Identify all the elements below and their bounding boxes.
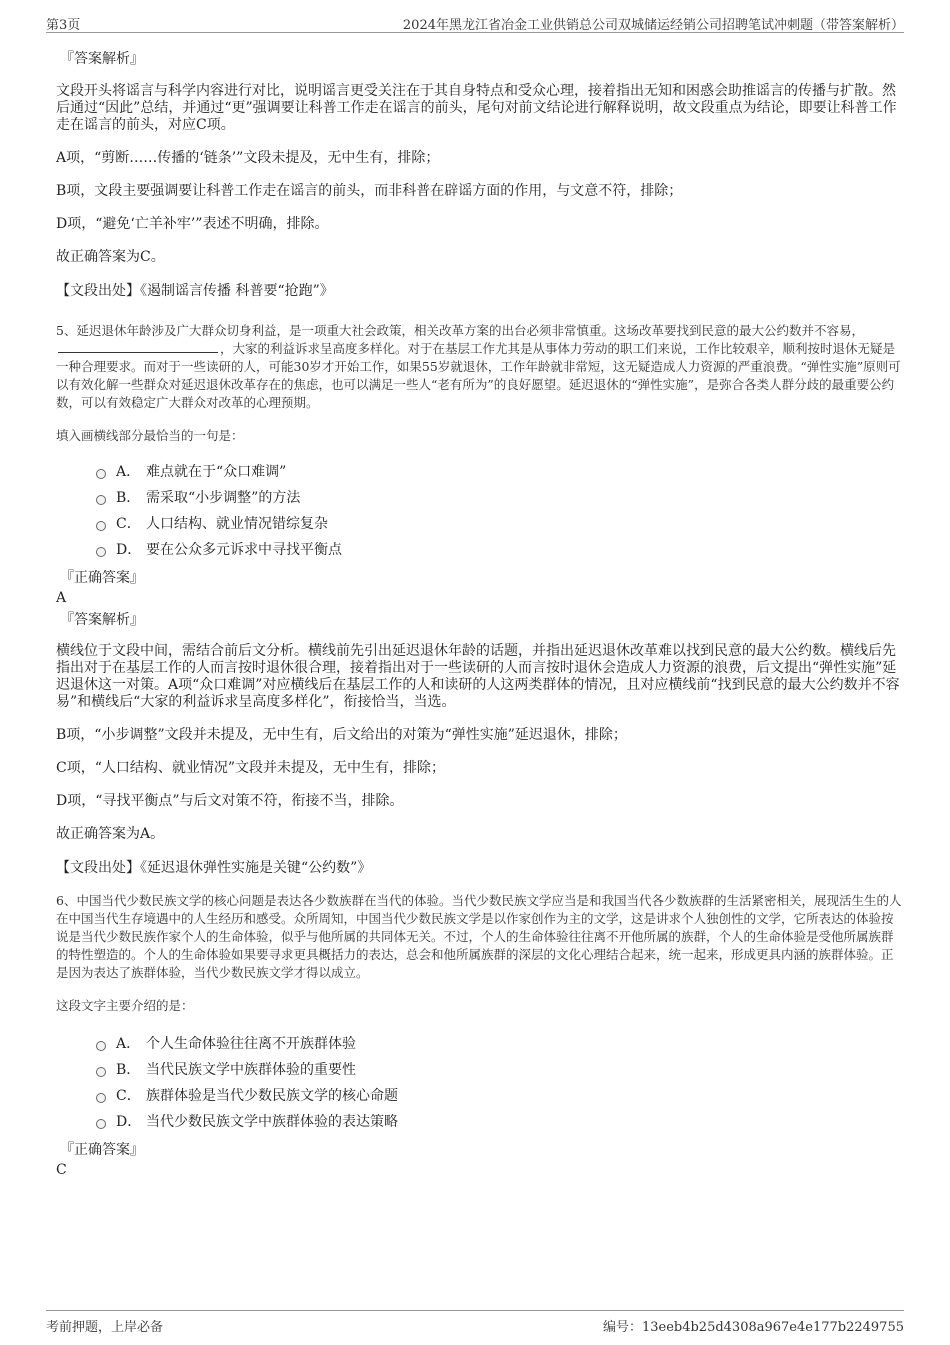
radio-icon[interactable] [96, 1041, 106, 1051]
page-footer [46, 1310, 904, 1337]
analysis-label: 『答案解析』 [60, 51, 144, 67]
analysis-option-d: D项，“避免‘亡羊补牢’”表述不明确，排除。 [56, 216, 329, 232]
document-title: 2024年黑龙江省冶金工业供销总公司双城储运经销公司招聘笔试冲刺题（带答案解析） [402, 18, 904, 33]
analysis-option-b: B项，“小步调整”文段并未提及，无中生有，后文给出的对策为“弹性实施”延迟退休，排除； [56, 727, 627, 743]
option-list [96, 1031, 904, 1135]
radio-icon[interactable] [96, 495, 106, 505]
analysis-label: 『答案解析』 [60, 612, 144, 628]
option-c[interactable]: C． 人口结构、就业情况错综复杂 [96, 511, 904, 537]
correct-answer: A [56, 590, 67, 606]
option-b[interactable]: B． 需采取“小步调整”的方法 [96, 485, 904, 511]
footer-slogan: 考前押题，上岸必备 [46, 1320, 164, 1335]
analysis-paragraph: 文段开头将谣言与科学内容进行对比，说明谣言更受关注在于其自身特点和受众心理，接着指出无知和困惑会助推谣言的传播与扩散。然后通过“因此”总结，并通过“更”强调要让科普工作走在谣言的前头，尾句对前文结论进行解释说明，故文段重点为结论，即要让科普工作走在谣言的前头，对应C项。 [56, 83, 897, 133]
option-a[interactable]: A． 难点就在于“众口难调” [96, 459, 904, 485]
document-id: 编号：13eeb4b25d4308a967e4e177b2249755 [602, 1320, 904, 1335]
source-citation: 【文段出处】《延迟退休弹性实施是关键“公约数”》 [56, 860, 372, 876]
option-c[interactable]: C． 族群体验是当代少数民族文学的核心命题 [96, 1083, 904, 1109]
correct-answer: C [56, 1162, 67, 1178]
q4-analysis [56, 48, 904, 300]
question-text: 5、延迟退休年龄涉及广大群众切身利益，是一项重大社会政策，相关改革方案的出台必须非常慎重。这场改革要找到民意的最大公约数并不容易，，大家的利益诉求呈高度多样化。对于在基层工作尤其是从事体力劳动的职工们来说，工作比较艰辛，顺利按时退休无疑是一种合理要求。而对于一些读研的人，可能30岁才开始工作，如果55岁就退休，工作年龄就非常短，这无疑造成人力资源的严重浪费。“弹性实施”原则可以有效化解一些群众对延迟退休改革存在的焦虑，也可以满足一些人“老有所为”的良好愿望。延迟退休的“弹性实施”，是弥合各类人群分歧的最重要公约数，可以有效稳定广大群众对改革的心理预期。 [56, 323, 901, 410]
page-header [46, 10, 904, 33]
analysis-conclusion: 故正确答案为C。 [56, 249, 165, 265]
question-prompt: 这段文字主要介绍的是： [56, 998, 194, 1013]
correct-answer-label: 『正确答案』 [60, 570, 144, 586]
radio-icon[interactable] [96, 1093, 106, 1103]
radio-icon[interactable] [96, 1119, 106, 1129]
analysis-option-c: C项，“人口结构、就业情况”文段并未提及，无中生有，排除； [56, 760, 446, 776]
analysis-paragraph: 横线位于文段中间，需结合前后文分析。横线前先引出延迟退休年龄的话题，并指出延迟退休改革难以找到民意的最大公约数。横线后先指出对于在基层工作的人而言按时退休很合理，接着指出对于一些读研的人而言按时退休会造成人力资源的浪费，后文提出“弹性实施”延迟退休这一对策。A项“众口难调”对应横线后在基层工作的人和读研的人这两类群体的情况，且对应横线前“找到民意的最大公约数并不容易”和横线后“大家的利益诉求呈高度多样化”，衔接恰当，当选。 [56, 643, 900, 710]
radio-icon[interactable] [96, 1067, 106, 1077]
question-prompt: 填入画横线部分最恰当的一句是： [56, 428, 244, 443]
analysis-conclusion: 故正确答案为A。 [56, 826, 165, 842]
option-d[interactable]: D． 要在公众多元诉求中寻找平衡点 [96, 537, 904, 563]
page-number: 第3页 [46, 18, 81, 33]
question-text: 6、中国当代少数民族文学的核心问题是表达各少数族群在当代的体验。当代少数民族文学应当是和我国当代各少数族群的生活紧密相关，展现活生生的人在中国当代生存境遇中的人生经历和感受。众所周知，中国当代少数民族文学是以作家创作为主的文学，这是讲求个人独创性的文学，它所表达的体验按说是当代少数民族作家个人的生命体验，似乎与他所属的共同体无关。不过，个人的生命体验往往离不开他所属的族群，个人的生命体验是受他所属族群的特性塑造的。个人的生命体验如果要寻求更具概括力的表达，总会和他所属族群的深层的文化心理结合起来，统一起来，形成更具内涵的族群体验。正是因为表达了族群体验，当代少数民族文学才得以成立。 [56, 893, 902, 980]
question-6 [56, 892, 904, 1178]
radio-icon[interactable] [96, 469, 106, 479]
radio-icon[interactable] [96, 521, 106, 531]
source-citation: 【文段出处】《遏制谣言传播 科普要“抢跑”》 [56, 283, 334, 299]
option-a[interactable]: A． 个人生命体验往往离不开族群体验 [96, 1031, 904, 1057]
correct-answer-label: 『正确答案』 [60, 1142, 144, 1158]
page-content [56, 44, 904, 1178]
option-d[interactable]: D． 当代少数民族文学中族群体验的表达策略 [96, 1109, 904, 1135]
fill-blank [58, 340, 218, 353]
question-5 [56, 322, 904, 877]
option-list [96, 459, 904, 563]
option-b[interactable]: B． 当代民族文学中族群体验的重要性 [96, 1057, 904, 1083]
radio-icon[interactable] [96, 547, 106, 557]
analysis-option-b: B项，文段主要强调要让科普工作走在谣言的前头，而非科普在辟谣方面的作用，与文意不符，排除； [56, 183, 683, 199]
analysis-option-d: D项，“寻找平衡点”与后文对策不符，衔接不当，排除。 [56, 793, 404, 809]
analysis-option-a: A项，“剪断……传播的‘链条’”文段未提及，无中生有，排除； [56, 150, 440, 166]
